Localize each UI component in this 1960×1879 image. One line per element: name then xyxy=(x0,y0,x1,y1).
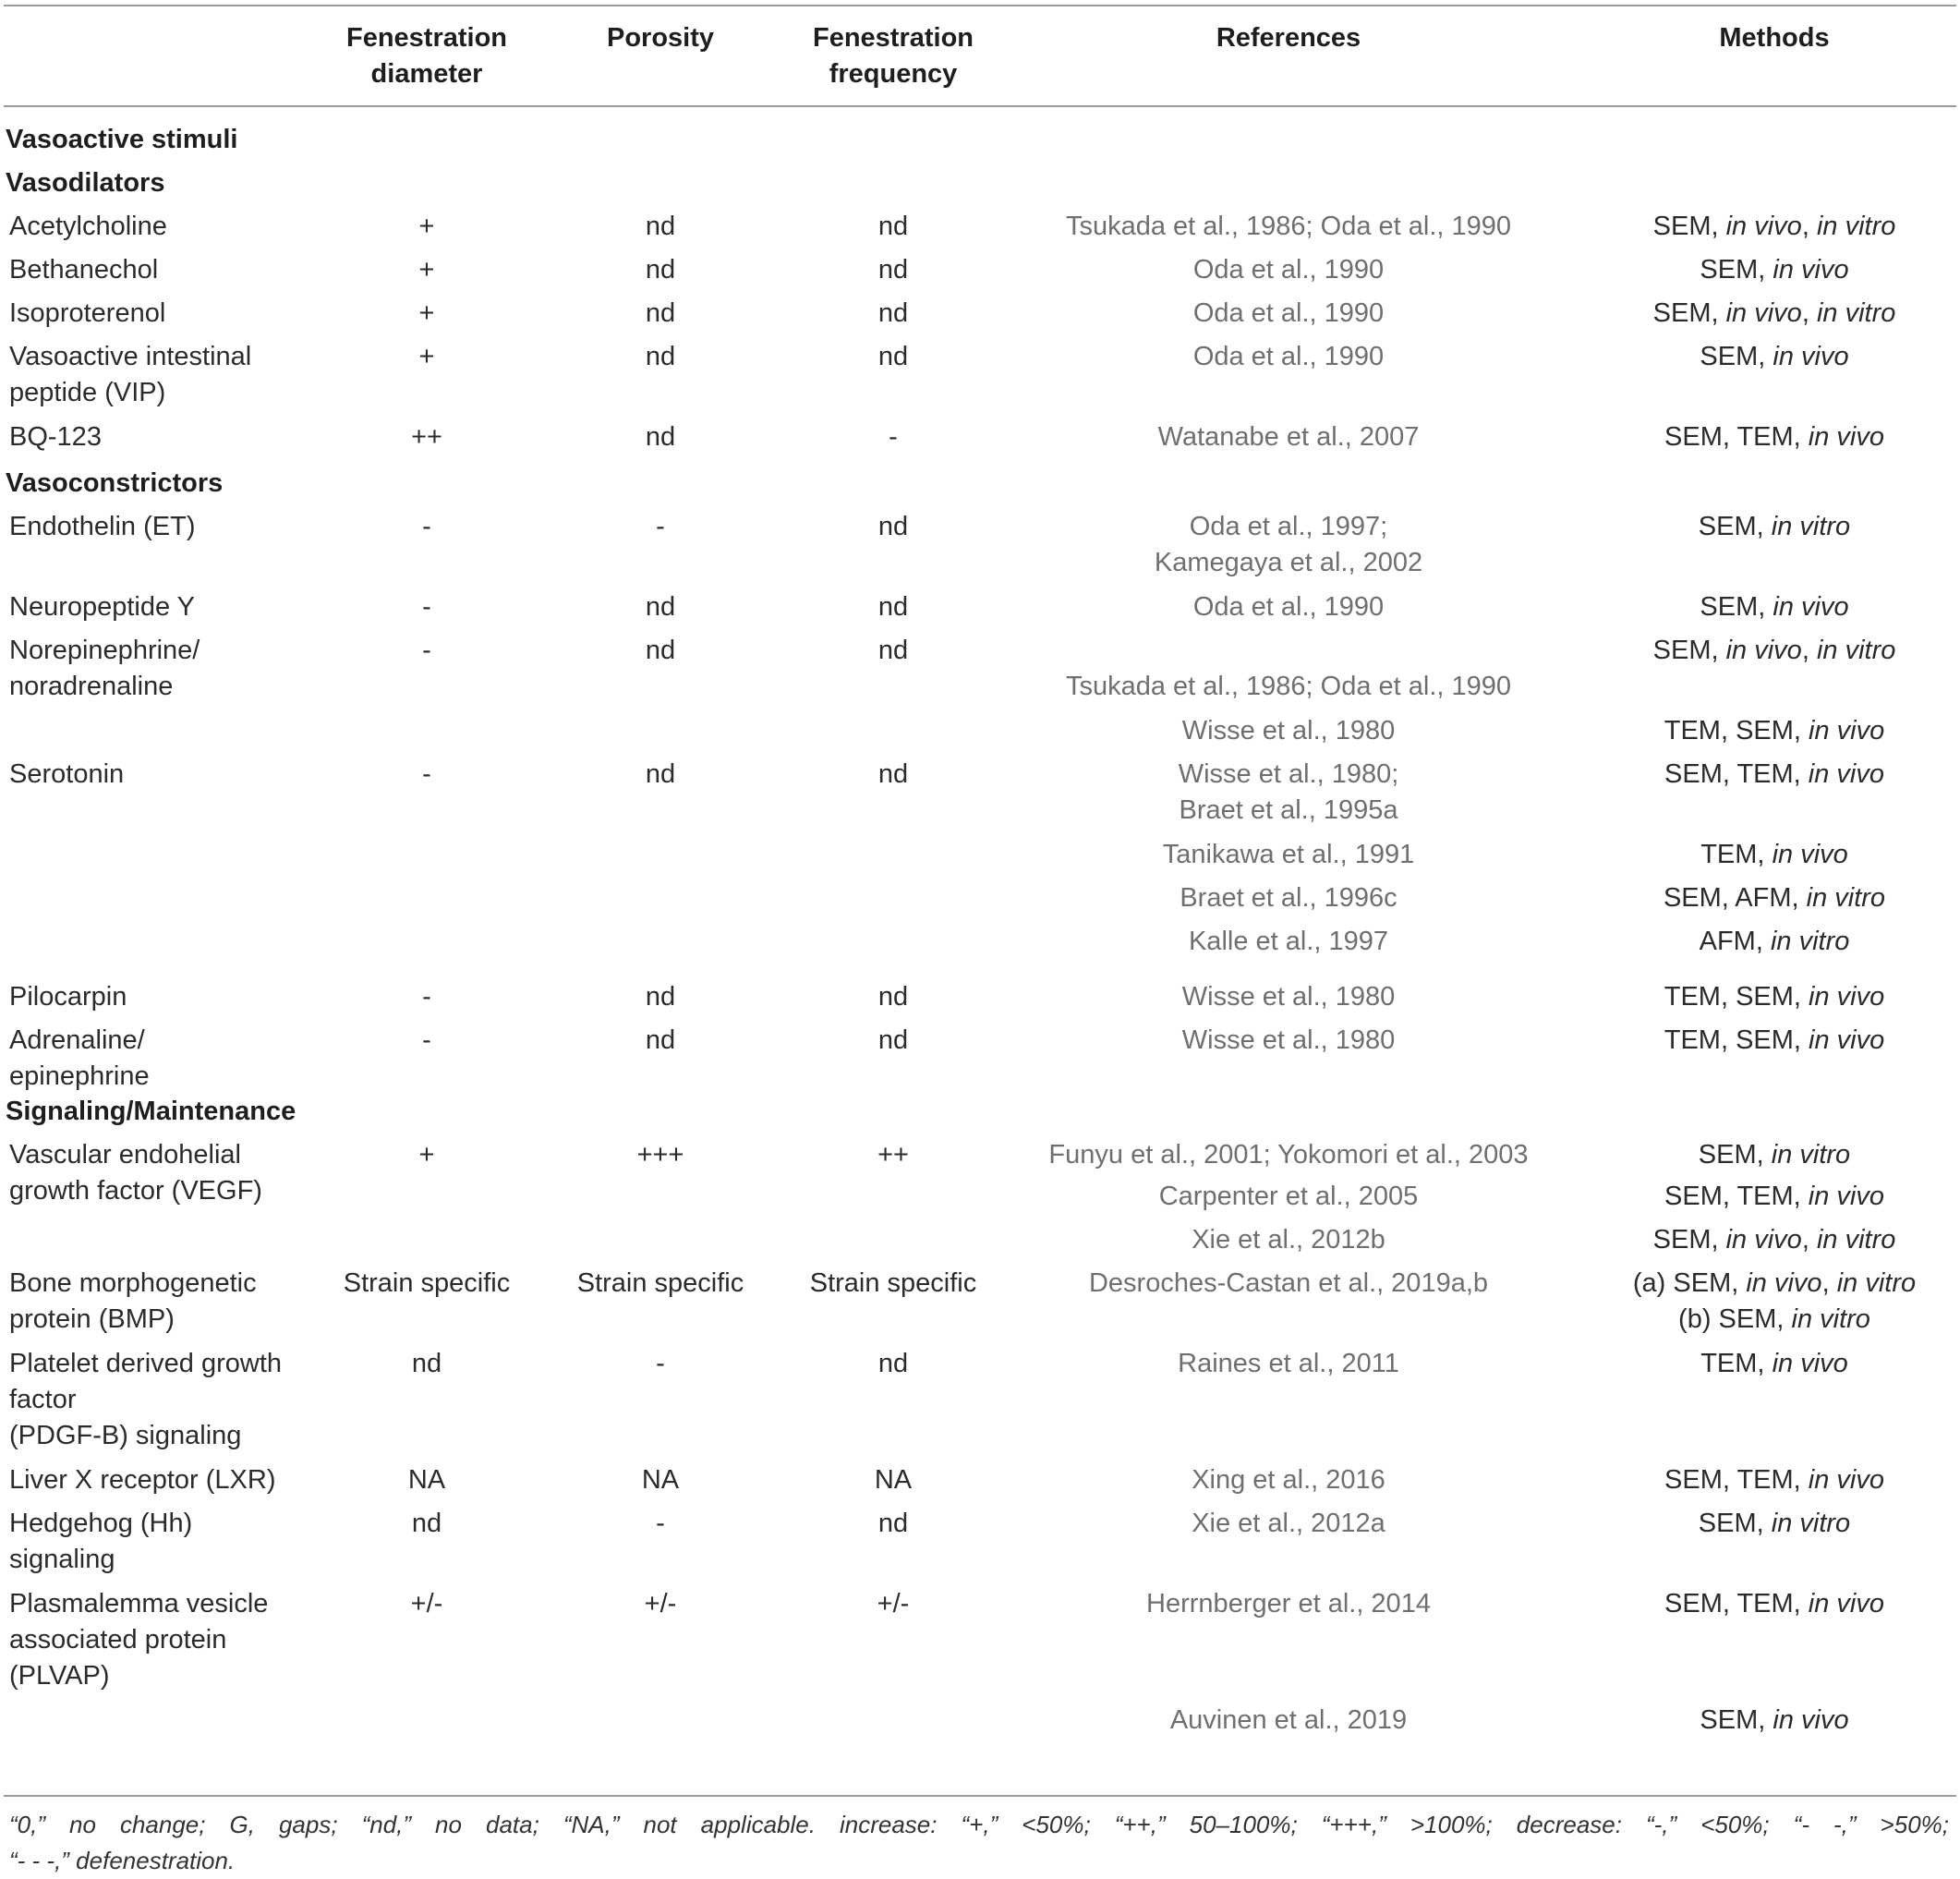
row-norepinephrine-name-line: noradrenaline xyxy=(9,672,174,701)
row-serotonin-extra-2-references xyxy=(1011,880,1566,916)
row-norepinephrine-extra-methods-line: TEM, SEM, in vivo xyxy=(1664,716,1885,746)
row-plvap-references xyxy=(1011,1586,1566,1622)
row-serotonin-extra-2-methods xyxy=(1598,880,1951,916)
header-fenestration-diameter xyxy=(325,20,528,92)
row-pilocarpin-references-line: Wisse et al., 1980 xyxy=(1181,982,1396,1012)
row-vegf-extra-2-methods xyxy=(1598,1222,1951,1258)
row-plvap-extra-references-line: Auvinen et al., 2019 xyxy=(1169,1705,1408,1735)
row-bq-123-diameter: ++ xyxy=(411,422,442,452)
row-vegf-methods xyxy=(1598,1137,1951,1173)
section-vasoconstrictors: Vasoconstrictors xyxy=(6,468,224,498)
row-bmp-name xyxy=(9,1266,257,1338)
row-vegf-references-line: Funyu et al., 2001; Yokomori et al., 2003 xyxy=(1048,1140,1529,1170)
row-bethanechol-name xyxy=(9,252,158,288)
row-norepinephrine-extra-references xyxy=(1011,713,1566,749)
row-norepinephrine-diameter: - xyxy=(422,636,431,665)
row-bq-123-methods-line: SEM, TEM, in vivo xyxy=(1664,422,1884,452)
header-fenestration-frequency xyxy=(790,20,997,92)
row-adrenaline-porosity: nd xyxy=(645,1025,676,1055)
row-acetylcholine-frequency: nd xyxy=(877,212,909,241)
row-serotonin-name xyxy=(9,757,124,793)
row-bethanechol-methods xyxy=(1598,252,1951,288)
row-vegf-porosity: +++ xyxy=(636,1140,684,1170)
row-norepinephrine-name xyxy=(9,633,200,705)
row-isoproterenol-diameter: + xyxy=(418,298,435,328)
row-acetylcholine-methods xyxy=(1598,209,1951,245)
row-hedgehog-name xyxy=(9,1506,192,1578)
row-norepinephrine-extra-methods xyxy=(1598,713,1951,749)
row-bethanechol-methods-line: SEM, in vivo xyxy=(1700,255,1849,285)
row-plvap-name xyxy=(9,1586,268,1694)
row-hedgehog-frequency: nd xyxy=(877,1509,909,1538)
row-hedgehog-porosity: - xyxy=(656,1509,665,1538)
top-rule xyxy=(4,5,1956,6)
row-bethanechol-name-line: Bethanechol xyxy=(9,255,159,285)
row-bethanechol-references xyxy=(1011,252,1566,288)
header-fen-frequency-line1: Fenestration xyxy=(812,23,974,53)
row-endothelin-references-line: Kamegaya et al., 2002 xyxy=(1154,548,1423,577)
row-adrenaline-name xyxy=(9,1023,150,1095)
row-vegf-diameter: + xyxy=(418,1140,435,1170)
row-pilocarpin-name xyxy=(9,979,127,1015)
row-vegf-references xyxy=(1011,1137,1566,1173)
row-neuropeptide-y-references xyxy=(1011,589,1566,625)
row-neuropeptide-y-porosity: nd xyxy=(645,592,676,622)
row-adrenaline-methods xyxy=(1598,1023,1951,1059)
row-adrenaline-name-line: Adrenaline/ xyxy=(9,1025,145,1055)
section-vasoactive-stimuli: Vasoactive stimuli xyxy=(6,125,238,154)
row-neuropeptide-y-references-line: Oda et al., 1990 xyxy=(1192,592,1385,622)
row-bmp-diameter: Strain specific xyxy=(343,1268,511,1298)
row-endothelin-methods xyxy=(1598,509,1951,545)
row-vegf-methods-line: SEM, in vitro xyxy=(1698,1140,1851,1170)
row-pdgf-b-name-line: (PDGF-B) signaling xyxy=(9,1421,242,1450)
row-norepinephrine-methods xyxy=(1598,633,1951,669)
row-vip-frequency: nd xyxy=(877,342,909,371)
header-rule xyxy=(4,105,1956,107)
row-bq-123-references-line: Watanabe et al., 2007 xyxy=(1157,422,1420,452)
row-norepinephrine-frequency: nd xyxy=(877,636,909,665)
row-serotonin-extra-3-methods xyxy=(1598,924,1951,960)
row-plvap-frequency: +/- xyxy=(877,1589,910,1618)
row-serotonin-extra-1-methods xyxy=(1598,837,1951,873)
row-bethanechol-frequency: nd xyxy=(877,255,909,285)
row-vegf-name xyxy=(9,1137,262,1209)
row-norepinephrine-references xyxy=(1011,669,1566,705)
row-plvap-porosity: +/- xyxy=(644,1589,677,1618)
row-pilocarpin-references xyxy=(1011,979,1566,1015)
row-isoproterenol-references xyxy=(1011,296,1566,332)
header-fen-diameter-line2: diameter xyxy=(370,59,483,89)
row-serotonin-extra-3-references-line: Kalle et al., 1997 xyxy=(1188,927,1389,956)
header-methods: Methods xyxy=(1719,23,1830,53)
row-pdgf-b-name xyxy=(9,1346,282,1454)
row-pdgf-b-diameter: nd xyxy=(411,1349,442,1378)
row-lxr-name xyxy=(9,1462,276,1498)
row-bq-123-name-line: BQ-123 xyxy=(9,422,102,452)
row-endothelin-references-line: Oda et al., 1997; xyxy=(1189,512,1388,541)
row-endothelin-references xyxy=(1011,509,1566,581)
row-bmp-references xyxy=(1011,1266,1566,1302)
row-plvap-methods xyxy=(1598,1586,1951,1622)
row-pdgf-b-methods-line: TEM, in vivo xyxy=(1700,1349,1848,1378)
row-plvap-references-line: Herrnberger et al., 2014 xyxy=(1146,1589,1431,1618)
row-bmp-methods-line: (a) SEM, in vivo, in vitro xyxy=(1632,1268,1917,1298)
row-norepinephrine-methods-line: SEM, in vivo, in vitro xyxy=(1652,636,1896,665)
row-adrenaline-name-line: epinephrine xyxy=(9,1061,150,1091)
row-vegf-frequency: ++ xyxy=(877,1140,909,1170)
row-plvap-name-line: (PLVAP) xyxy=(9,1661,110,1691)
row-isoproterenol-frequency: nd xyxy=(877,298,909,328)
row-pilocarpin-diameter: - xyxy=(422,982,431,1012)
row-lxr-diameter: NA xyxy=(407,1465,446,1495)
row-pdgf-b-frequency: nd xyxy=(877,1349,909,1378)
row-bethanechol-diameter: + xyxy=(418,255,435,285)
row-acetylcholine-diameter: + xyxy=(418,212,435,241)
row-vip-name-line: peptide (VIP) xyxy=(9,378,166,407)
row-hedgehog-name-line: signaling xyxy=(9,1545,115,1574)
row-serotonin-references-line: Wisse et al., 1980; xyxy=(1178,759,1399,789)
row-isoproterenol-name-line: Isoproterenol xyxy=(9,298,166,328)
row-bmp-name-line: Bone morphogenetic xyxy=(9,1268,257,1298)
row-lxr-porosity: NA xyxy=(641,1465,680,1495)
row-isoproterenol-name xyxy=(9,296,165,332)
row-hedgehog-name-line: Hedgehog (Hh) xyxy=(9,1509,193,1538)
row-neuropeptide-y-methods-line: SEM, in vivo xyxy=(1700,592,1849,622)
row-plvap-extra-methods xyxy=(1598,1703,1951,1739)
row-plvap-name-line: Plasmalemma vesicle xyxy=(9,1589,269,1618)
row-adrenaline-frequency: nd xyxy=(877,1025,909,1055)
row-adrenaline-methods-line: TEM, SEM, in vivo xyxy=(1664,1025,1885,1055)
row-lxr-references-line: Xing et al., 2016 xyxy=(1192,1465,1385,1495)
row-vip-references xyxy=(1011,339,1566,375)
row-acetylcholine-name xyxy=(9,209,167,245)
row-pdgf-b-name-line: factor xyxy=(9,1385,77,1414)
row-plvap-extra-methods-line: SEM, in vivo xyxy=(1700,1705,1849,1735)
row-vip-methods-line: SEM, in vivo xyxy=(1700,342,1849,371)
row-vip-name xyxy=(9,339,251,411)
row-serotonin-references xyxy=(1011,757,1566,829)
row-pdgf-b-porosity: - xyxy=(656,1349,665,1378)
row-bmp-frequency: Strain specific xyxy=(809,1268,977,1298)
row-bmp-methods-line: (b) SEM, in vitro xyxy=(1678,1304,1870,1334)
row-pilocarpin-methods xyxy=(1598,979,1951,1015)
header-references: References xyxy=(1216,23,1361,53)
row-pilocarpin-porosity: nd xyxy=(645,982,676,1012)
row-serotonin-diameter: - xyxy=(422,759,431,789)
row-vegf-extra-2-references xyxy=(1011,1222,1566,1258)
row-adrenaline-references xyxy=(1011,1023,1566,1059)
row-endothelin-frequency: nd xyxy=(877,512,909,541)
row-hedgehog-references-line: Xie et al., 2012a xyxy=(1192,1509,1385,1538)
row-plvap-name-line: associated protein xyxy=(9,1625,227,1655)
row-norepinephrine-name-line: Norepinephrine/ xyxy=(9,636,200,665)
row-lxr-frequency: NA xyxy=(874,1465,913,1495)
footnote-line2: “- - -,” defenestration. xyxy=(9,1847,236,1874)
row-isoproterenol-references-line: Oda et al., 1990 xyxy=(1192,298,1385,328)
row-endothelin-diameter: - xyxy=(422,512,431,541)
row-bq-123-porosity: nd xyxy=(645,422,676,452)
row-vegf-extra-1-methods xyxy=(1598,1179,1951,1215)
row-neuropeptide-y-frequency: nd xyxy=(877,592,909,622)
section-vasodilators: Vasodilators xyxy=(6,168,165,198)
row-hedgehog-references xyxy=(1011,1506,1566,1542)
row-serotonin-extra-1-methods-line: TEM, in vivo xyxy=(1700,840,1848,869)
row-endothelin-porosity: - xyxy=(656,512,665,541)
row-pdgf-b-references xyxy=(1011,1346,1566,1382)
row-vegf-extra-1-references-line: Carpenter et al., 2005 xyxy=(1158,1182,1419,1211)
row-lxr-methods xyxy=(1598,1462,1951,1498)
row-acetylcholine-references xyxy=(1011,209,1566,245)
row-vegf-extra-2-references-line: Xie et al., 2012b xyxy=(1192,1225,1385,1255)
row-isoproterenol-methods xyxy=(1598,296,1951,332)
row-endothelin-methods-line: SEM, in vitro xyxy=(1698,512,1851,541)
row-vip-diameter: + xyxy=(418,342,435,371)
row-acetylcholine-references-line: Tsukada et al., 1986; Oda et al., 1990 xyxy=(1065,212,1512,241)
row-vegf-name-line: growth factor (VEGF) xyxy=(9,1176,262,1206)
row-norepinephrine-porosity: nd xyxy=(645,636,676,665)
row-hedgehog-diameter: nd xyxy=(411,1509,442,1538)
row-pdgf-b-name-line: Platelet derived growth xyxy=(9,1349,282,1378)
row-plvap-extra-references xyxy=(1011,1703,1566,1739)
footnote-line1: “0,” no change; G, gaps; “nd,” no data; “NA,” not applicable. increase: “+,” <50%; “++,” 50–100%; “+++,” >100%; decrease: “-,” <50%; “- -,” >50%; xyxy=(9,1811,1949,1838)
row-norepinephrine-references-line: Tsukada et al., 1986; Oda et al., 1990 xyxy=(1065,672,1512,701)
row-vegf-extra-1-references xyxy=(1011,1179,1566,1215)
row-bmp-methods xyxy=(1598,1266,1951,1338)
row-acetylcholine-name-line: Acetylcholine xyxy=(9,212,167,241)
row-lxr-methods-line: SEM, TEM, in vivo xyxy=(1664,1465,1884,1495)
row-adrenaline-references-line: Wisse et al., 1980 xyxy=(1181,1025,1396,1055)
row-plvap-methods-line: SEM, TEM, in vivo xyxy=(1664,1589,1884,1618)
row-pilocarpin-frequency: nd xyxy=(877,982,909,1012)
row-neuropeptide-y-name-line: Neuropeptide Y xyxy=(9,592,196,622)
row-serotonin-extra-3-methods-line: AFM, in vitro xyxy=(1699,927,1850,956)
row-hedgehog-methods xyxy=(1598,1506,1951,1542)
row-pilocarpin-methods-line: TEM, SEM, in vivo xyxy=(1664,982,1885,1012)
row-serotonin-references-line: Braet et al., 1995a xyxy=(1179,795,1398,825)
header-porosity: Porosity xyxy=(606,23,715,53)
row-pdgf-b-methods xyxy=(1598,1346,1951,1382)
row-plvap-diameter: +/- xyxy=(410,1589,443,1618)
row-lxr-name-line: Liver X receptor (LXR) xyxy=(9,1465,276,1495)
row-bmp-porosity: Strain specific xyxy=(576,1268,744,1298)
row-serotonin-extra-2-methods-line: SEM, AFM, in vitro xyxy=(1663,883,1886,913)
bottom-rule xyxy=(4,1795,1956,1797)
row-serotonin-porosity: nd xyxy=(645,759,676,789)
row-endothelin-name-line: Endothelin (ET) xyxy=(9,512,196,541)
row-vip-name-line: Vasoactive intestinal xyxy=(9,342,252,371)
row-bq-123-frequency: - xyxy=(889,422,898,452)
row-pilocarpin-name-line: Pilocarpin xyxy=(9,982,127,1012)
row-serotonin-methods xyxy=(1598,757,1951,793)
row-pdgf-b-references-line: Raines et al., 2011 xyxy=(1178,1349,1399,1378)
row-acetylcholine-methods-line: SEM, in vivo, in vitro xyxy=(1652,212,1896,241)
row-serotonin-name-line: Serotonin xyxy=(9,759,125,789)
row-neuropeptide-y-diameter: - xyxy=(422,592,431,622)
row-lxr-references xyxy=(1011,1462,1566,1498)
row-acetylcholine-porosity: nd xyxy=(645,212,676,241)
row-serotonin-frequency: nd xyxy=(877,759,909,789)
row-vip-methods xyxy=(1598,339,1951,375)
header-fen-diameter-line1: Fenestration xyxy=(345,23,508,53)
row-neuropeptide-y-methods xyxy=(1598,589,1951,625)
header-fen-frequency-line2: frequency xyxy=(829,59,958,89)
row-vegf-name-line: Vascular endohelial xyxy=(9,1140,241,1170)
row-bmp-references-line: Desroches-Castan et al., 2019a,b xyxy=(1088,1268,1489,1298)
row-vegf-extra-2-methods-line: SEM, in vivo, in vitro xyxy=(1652,1225,1896,1255)
row-bethanechol-references-line: Oda et al., 1990 xyxy=(1192,255,1385,285)
row-bethanechol-porosity: nd xyxy=(645,255,676,285)
row-bq-123-methods xyxy=(1598,419,1951,455)
row-vegf-extra-1-methods-line: SEM, TEM, in vivo xyxy=(1664,1182,1884,1211)
row-bq-123-name xyxy=(9,419,102,455)
row-norepinephrine-extra-references-line: Wisse et al., 1980 xyxy=(1181,716,1396,746)
row-adrenaline-diameter: - xyxy=(422,1025,431,1055)
row-serotonin-extra-2-references-line: Braet et al., 1996c xyxy=(1180,883,1397,913)
row-bq-123-references xyxy=(1011,419,1566,455)
row-isoproterenol-methods-line: SEM, in vivo, in vitro xyxy=(1652,298,1896,328)
row-endothelin-name xyxy=(9,509,196,545)
row-bmp-name-line: protein (BMP) xyxy=(9,1304,175,1334)
row-hedgehog-methods-line: SEM, in vitro xyxy=(1698,1509,1851,1538)
row-vip-porosity: nd xyxy=(645,342,676,371)
row-serotonin-extra-1-references xyxy=(1011,837,1566,873)
row-serotonin-extra-3-references xyxy=(1011,924,1566,960)
row-serotonin-extra-1-references-line: Tanikawa et al., 1991 xyxy=(1162,840,1415,869)
row-serotonin-methods-line: SEM, TEM, in vivo xyxy=(1664,759,1884,789)
row-isoproterenol-porosity: nd xyxy=(645,298,676,328)
row-neuropeptide-y-name xyxy=(9,589,195,625)
section-signaling-maintenance: Signaling/Maintenance xyxy=(6,1097,296,1126)
row-vip-references-line: Oda et al., 1990 xyxy=(1192,342,1385,371)
